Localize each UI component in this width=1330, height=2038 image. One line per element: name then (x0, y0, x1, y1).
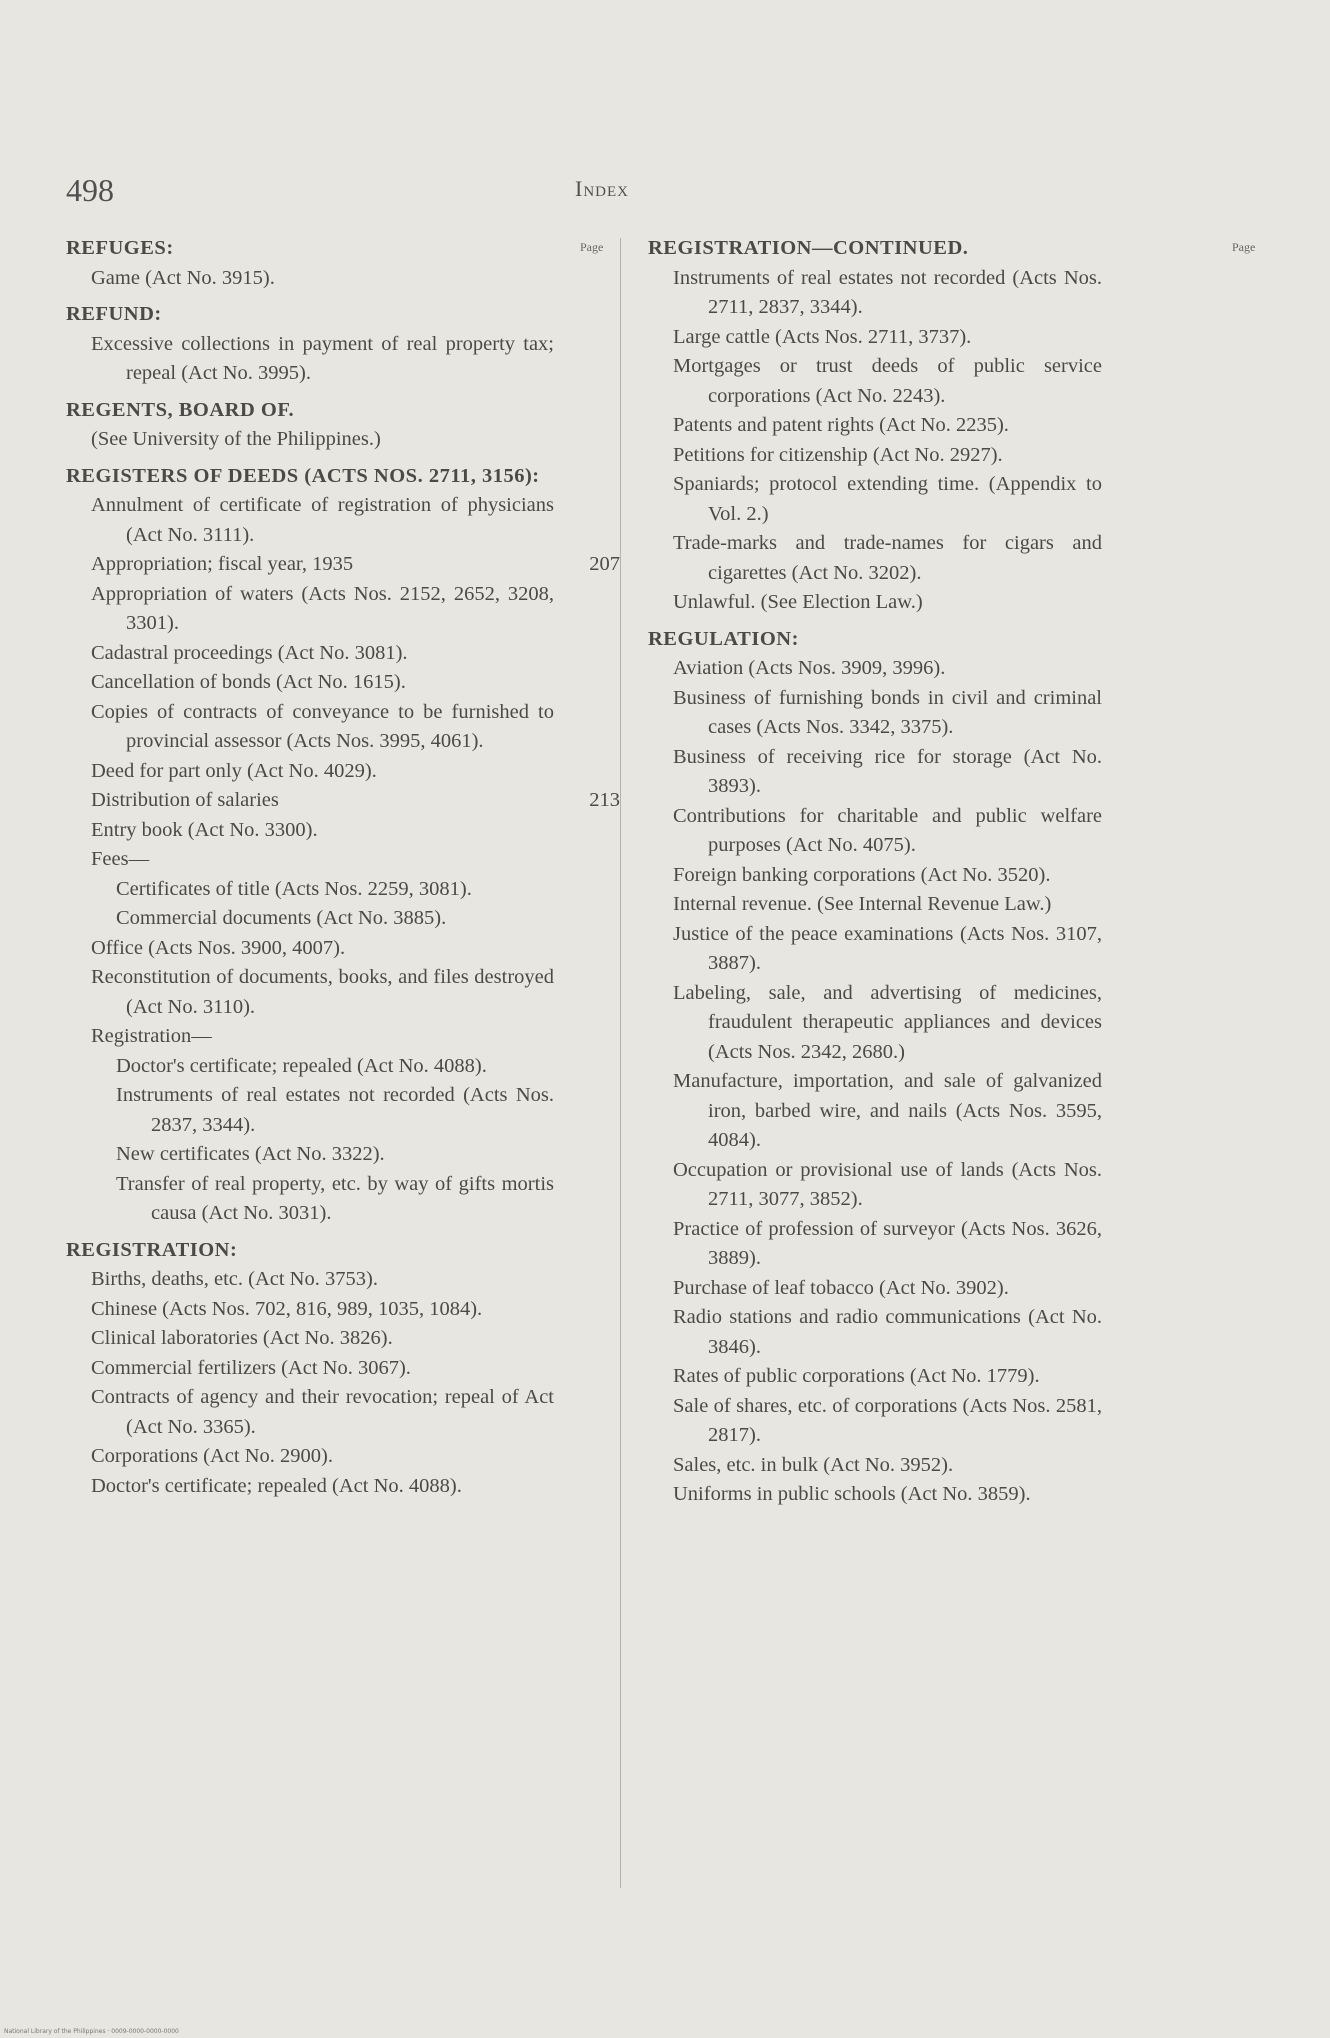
index-entry (648, 684, 1102, 743)
index-entry (648, 264, 1102, 323)
index-entry (66, 1140, 594, 1170)
index-entry (648, 1303, 1102, 1362)
index-entry (66, 963, 594, 1022)
page-column-label: Page (580, 240, 604, 254)
index-entry (66, 786, 620, 816)
entry-text: Doctor's certificate; repealed (Act No. 4088). (91, 1474, 462, 1497)
entry-text: Commercial documents (Act No. 3885). (116, 907, 447, 929)
index-entry (648, 1067, 1102, 1156)
index-entry (66, 1472, 594, 1502)
running-head: Index (575, 176, 629, 201)
index-entry (648, 441, 1102, 471)
index-entry (66, 491, 594, 550)
index-entry (648, 1362, 1102, 1392)
page-column-label: Page (1232, 240, 1256, 254)
entry-text: Petitions for citizenship (Act No. 2927). (673, 443, 1003, 466)
entry-text: Cancellation of bonds (Act No. 1615). (91, 671, 406, 693)
entry-text: (See University of the Philippines.) (91, 428, 381, 450)
entry-text: Labeling, sale, and advertising of medicines, fraudulent therapeutic appliances and devices (Acts Nos. 2342, 2680.) (673, 981, 1102, 1063)
index-entry (66, 1170, 594, 1229)
index-heading (66, 396, 594, 426)
entry-text: Doctor's certificate; repealed (Act No. 4088). (116, 1054, 487, 1077)
entry-text: Sales, etc. in bulk (Act No. 3952). (673, 1453, 954, 1476)
index-entry (648, 1156, 1102, 1215)
entry-text: Transfer of real property, etc. by way of gifts mortis causa (Act No. 3031). (116, 1172, 554, 1224)
entry-text: Reconstitution of documents, books, and files destroyed (Act No. 3110). (91, 966, 554, 1018)
entry-text: Appropriation of waters (Acts Nos. 2152, 2652, 3208, 3301). (91, 582, 554, 634)
entry-text: Entry book (Act No. 3300). (91, 818, 318, 841)
index-entry (66, 757, 594, 787)
index-entry (66, 904, 594, 934)
index-entry (648, 588, 1102, 618)
index-entry (648, 920, 1102, 979)
index-entry (66, 698, 594, 757)
index-entry (66, 845, 594, 875)
entry-text: Radio stations and radio communications (Act No. 3846). (673, 1306, 1102, 1358)
index-entry (66, 1052, 594, 1082)
index-entry (648, 470, 1102, 529)
index-entry (648, 411, 1102, 441)
entry-text: Copies of contracts of conveyance to be furnished to provincial assessor (Acts Nos. 3995, 4061). (91, 700, 554, 752)
entry-text: Game (Act No. 3915). (91, 266, 275, 289)
entry-text: Certificates of title (Acts Nos. 2259, 3081). (116, 877, 472, 900)
index-entry (66, 580, 594, 639)
entry-text: Excessive collections in payment of real property tax; repeal (Act No. 3995). (91, 332, 554, 384)
right-column (648, 234, 1102, 1510)
index-entry (66, 668, 594, 698)
entry-text: Annulment of certificate of registration of physicians (Act No. 3111). (91, 494, 554, 546)
entry-text: Instruments of real estates not recorded (Acts Nos. 2711, 2837, 3344). (673, 266, 1102, 318)
entry-text: Births, deaths, etc. (Act No. 3753). (91, 1268, 378, 1290)
entry-text: Cadastral proceedings (Act No. 3081). (91, 641, 408, 664)
entry-text: Mortgages or trust deeds of public service corporations (Act No. 2243). (673, 355, 1102, 407)
index-entry (648, 743, 1102, 802)
index-entry (648, 352, 1102, 411)
index-entry (66, 639, 594, 669)
index-entry (66, 1324, 594, 1354)
entry-text: Trade-marks and trade-names for cigars and cigarettes (Act No. 3202). (673, 532, 1102, 584)
entry-text: Instruments of real estates not recorded (Acts Nos. 2837, 3344). (116, 1084, 554, 1136)
entry-text: Aviation (Acts Nos. 3909, 3996). (673, 657, 946, 679)
entry-text: Commercial fertilizers (Act No. 3067). (91, 1356, 411, 1379)
entry-text: REGISTRATION—CONTINUED. (648, 237, 969, 259)
entry-text: Business of furnishing bonds in civil and criminal cases (Acts Nos. 3342, 3375). (673, 686, 1102, 738)
index-entry (66, 425, 594, 455)
column-divider (620, 238, 621, 1888)
entry-text: Purchase of leaf tobacco (Act No. 3902). (673, 1276, 1009, 1299)
entry-text: Clinical laboratories (Act No. 3826). (91, 1327, 393, 1349)
entry-text: REFUND: (66, 303, 162, 325)
index-heading (66, 462, 594, 492)
index-entry (648, 1480, 1102, 1510)
entry-text: Rates of public corporations (Act No. 1779). (673, 1365, 1040, 1387)
entry-text: Fees— (91, 848, 150, 870)
entry-text: Business of receiving rice for storage (Act No. 3893). (673, 745, 1102, 797)
index-entry (66, 816, 594, 846)
entry-text: REGISTERS OF DEEDS (ACTS NOS. 2711, 3156): (66, 464, 540, 487)
entry-text: Unlawful. (See Election Law.) (673, 591, 923, 613)
index-entry (66, 330, 594, 389)
index-heading (66, 234, 594, 264)
index-entry (66, 875, 594, 905)
entry-text: Spaniards; protocol extending time. (Appendix to Vol. 2.) (673, 473, 1102, 525)
entry-text: Corporations (Act No. 2900). (91, 1445, 333, 1467)
entry-text: New certificates (Act No. 3322). (116, 1143, 385, 1165)
entry-text: Occupation or provisional use of lands (Acts Nos. 2711, 3077, 3852). (673, 1158, 1102, 1210)
entry-text: Contributions for charitable and public welfare purposes (Act No. 4075). (673, 804, 1102, 856)
left-column (66, 234, 620, 1501)
entry-text: Patents and patent rights (Act No. 2235). (673, 414, 1009, 436)
entry-text: Contracts of agency and their revocation; repeal of Act (Act No. 3365). (91, 1386, 554, 1438)
index-entry (648, 979, 1102, 1068)
entry-text: REGISTRATION: (66, 1238, 238, 1261)
index-entry (648, 1451, 1102, 1481)
page-reference: 207 (589, 553, 620, 575)
index-heading (66, 300, 594, 330)
index-heading (66, 1236, 594, 1266)
index-entry (648, 529, 1102, 588)
entry-text: Office (Acts Nos. 3900, 4007). (91, 936, 346, 959)
entry-text: Deed for part only (Act No. 4029). (91, 759, 377, 782)
index-entry (648, 1274, 1102, 1304)
index-entry (66, 1265, 594, 1295)
entry-text: REGENTS, BOARD OF. (66, 398, 295, 421)
index-entry (648, 861, 1102, 891)
entry-text: REGULATION: (648, 627, 799, 650)
index-entry (66, 1295, 594, 1325)
index-heading (648, 625, 1102, 655)
entry-text: Chinese (Acts Nos. 702, 816, 989, 1035, 1084). (91, 1297, 483, 1320)
entry-text: Sale of shares, etc. of corporations (Acts Nos. 2581, 2817). (673, 1394, 1102, 1446)
entry-text: Appropriation; fiscal year, 1935 (91, 553, 354, 575)
entry-text: Practice of profession of surveyor (Acts Nos. 3626, 3889). (673, 1217, 1102, 1269)
index-entry (66, 1354, 594, 1384)
entry-text: Uniforms in public schools (Act No. 3859). (673, 1483, 1031, 1505)
index-entry (66, 934, 594, 964)
entry-text: Distribution of salaries (91, 789, 279, 811)
entry-text: Justice of the peace examinations (Acts Nos. 3107, 3887). (673, 922, 1102, 974)
index-entry (66, 1022, 594, 1052)
index-entry (648, 1392, 1102, 1451)
footer-note: National Library of the Philippines · 0009-0000-0000-0000 (4, 2028, 179, 2035)
entry-text: REFUGES: (66, 237, 174, 259)
index-entry (648, 323, 1102, 353)
index-entry (66, 1442, 594, 1472)
entry-text: Large cattle (Acts Nos. 2711, 3737). (673, 325, 972, 348)
page-reference: 213 (589, 789, 620, 811)
index-entry (648, 802, 1102, 861)
index-entry (66, 1081, 594, 1140)
index-entry (648, 654, 1102, 684)
entry-text: Foreign banking corporations (Act No. 3520). (673, 863, 1051, 886)
index-entry (648, 890, 1102, 920)
entry-text: Registration— (91, 1025, 212, 1047)
index-heading (648, 234, 1102, 264)
index-entry (66, 550, 620, 580)
index-entry (66, 264, 594, 294)
index-entry (66, 1383, 594, 1442)
index-entry (648, 1215, 1102, 1274)
entry-text: Manufacture, importation, and sale of galvanized iron, barbed wire, and nails (Acts Nos. 3595, 4084). (673, 1070, 1102, 1151)
page-number: 498 (66, 172, 114, 208)
entry-text: Internal revenue. (See Internal Revenue Law.) (673, 893, 1052, 915)
